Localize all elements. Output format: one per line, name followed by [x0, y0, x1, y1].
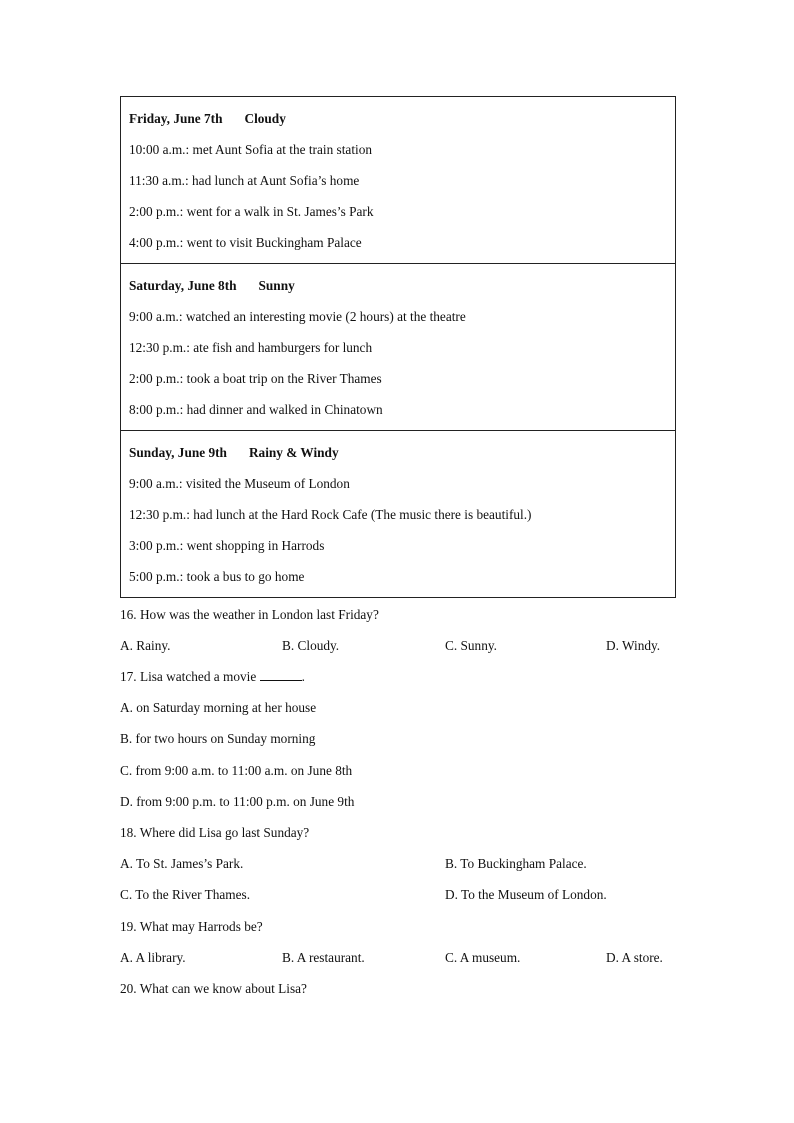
question-17-end: . [301, 669, 305, 684]
option-17d: D. from 9:00 p.m. to 11:00 p.m. on June 9th [120, 794, 355, 809]
option-17b: B. for two hours on Sunday morning [120, 731, 316, 746]
diary-entry: 12:30 p.m.: had lunch at the Hard Rock Cafe (The music there is beautiful.) [129, 507, 532, 522]
option-19c: C. A museum. [445, 950, 521, 965]
day-weather: Rainy & Windy [248, 445, 339, 460]
option-19d: D. A store. [606, 950, 663, 965]
answer-blank [260, 668, 302, 681]
question-16: 16. How was the weather in London last Friday? [120, 607, 379, 622]
diary-day-sunday [121, 431, 675, 597]
option-18b: B. To Buckingham Palace. [445, 856, 587, 871]
option-18a: A. To St. James’s Park. [120, 856, 244, 871]
diary-entry: 8:00 p.m.: had dinner and walked in Chinatown [129, 402, 383, 417]
diary-entry: 9:00 a.m.: watched an interesting movie (2 hours) at the theatre [129, 309, 466, 324]
diary-entry: 2:00 p.m.: went for a walk in St. James’s Park [129, 204, 374, 219]
question-17 [120, 668, 680, 686]
option-16b: B. Cloudy. [282, 638, 340, 653]
diary-entry: 2:00 p.m.: took a boat trip on the River Thames [129, 371, 382, 386]
diary-entry: 12:30 p.m.: ate fish and hamburgers for lunch [129, 340, 373, 355]
diary-entry: 11:30 a.m.: had lunch at Aunt Sofia’s home [129, 173, 360, 188]
day-date: Saturday, June 8th [129, 278, 237, 293]
day-date: Friday, June 7th [129, 111, 223, 126]
diary-entry: 3:00 p.m.: went shopping in Harrods [129, 538, 325, 553]
day-date: Sunday, June 9th [129, 445, 227, 460]
day-heading [129, 444, 667, 462]
diary-entry: 9:00 a.m.: visited the Museum of London [129, 476, 350, 491]
question-19: 19. What may Harrods be? [120, 919, 263, 934]
option-16d: D. Windy. [606, 638, 661, 653]
diary-entry: 5:00 p.m.: took a bus to go home [129, 569, 305, 584]
diary-entry: 4:00 p.m.: went to visit Buckingham Palace [129, 235, 362, 250]
diary-day-friday [121, 97, 675, 264]
option-17c: C. from 9:00 a.m. to 11:00 a.m. on June 8th [120, 763, 353, 778]
option-16a: A. Rainy. [120, 638, 171, 653]
option-18c: C. To the River Thames. [120, 887, 251, 902]
option-17a: A. on Saturday morning at her house [120, 700, 317, 715]
question-20: 20. What can we know about Lisa? [120, 981, 307, 996]
day-weather: Cloudy [244, 111, 286, 126]
diary-table [120, 96, 676, 598]
diary-entry: 10:00 a.m.: met Aunt Sofia at the train station [129, 142, 372, 157]
option-16c: C. Sunny. [445, 638, 497, 653]
day-weather: Sunny [258, 278, 295, 293]
option-18d: D. To the Museum of London. [445, 887, 607, 902]
day-heading [129, 110, 667, 128]
option-19a: A. A library. [120, 950, 186, 965]
diary-day-saturday [121, 264, 675, 431]
option-19b: B. A restaurant. [282, 950, 365, 965]
question-17-text: 17. Lisa watched a movie [120, 669, 260, 684]
question-18: 18. Where did Lisa go last Sunday? [120, 825, 310, 840]
day-heading [129, 277, 667, 295]
